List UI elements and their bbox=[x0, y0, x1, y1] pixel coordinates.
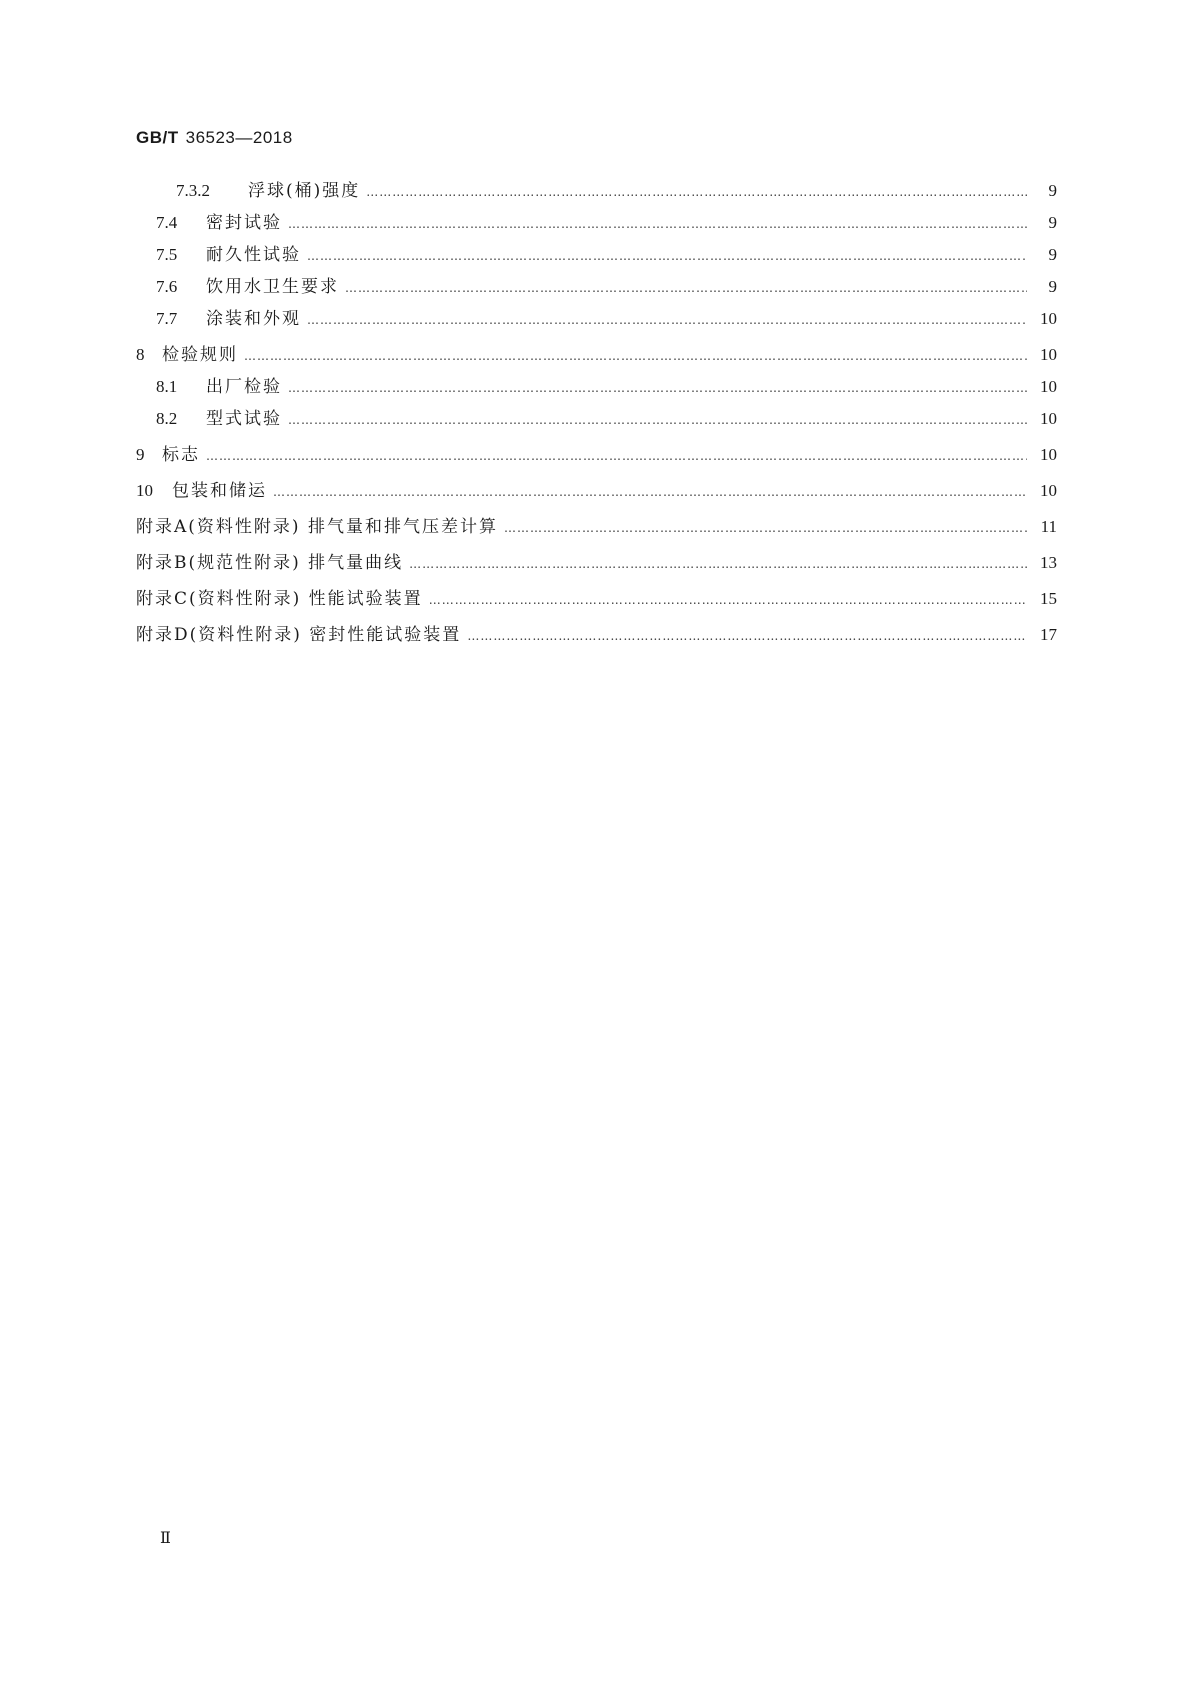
dot-leader bbox=[288, 217, 1027, 231]
toc-entry-title: 附录B(规范性附录) 排气量曲线 bbox=[136, 553, 404, 573]
toc-entry-appendix[interactable] bbox=[136, 620, 1057, 652]
dot-leader bbox=[307, 249, 1027, 263]
toc-entry-title: 出厂检验 bbox=[206, 377, 282, 397]
toc-entry-number: 7.7 bbox=[156, 309, 178, 328]
toc-entry-title: 附录A(资料性附录) 排气量和排气压差计算 bbox=[136, 517, 498, 537]
toc-entry-title: 涂装和外观 bbox=[206, 309, 301, 329]
toc-entry-appendix[interactable] bbox=[136, 512, 1057, 544]
toc-entry[interactable] bbox=[136, 440, 1057, 472]
toc-entry[interactable] bbox=[136, 208, 1057, 240]
toc-entry-title: 型式试验 bbox=[206, 409, 282, 429]
toc-entry-number: 10 bbox=[136, 481, 153, 500]
dot-leader bbox=[244, 349, 1027, 363]
toc-entry-page: 10 bbox=[1040, 309, 1057, 328]
toc-entry-title: 检验规则 bbox=[162, 345, 238, 365]
toc-entry-number: 7.4 bbox=[156, 213, 178, 232]
toc-entry-title: 浮球(桶)强度 bbox=[248, 181, 361, 201]
toc-entry-page: 17 bbox=[1040, 625, 1057, 644]
toc-entry-page: 10 bbox=[1040, 345, 1057, 364]
toc-entry[interactable] bbox=[136, 340, 1057, 372]
dot-leader bbox=[288, 381, 1027, 395]
toc-entry-page: 9 bbox=[1048, 245, 1057, 264]
toc-entry-title: 耐久性试验 bbox=[206, 245, 301, 265]
toc-entry-page: 10 bbox=[1040, 377, 1057, 396]
toc-entry-number: 7.6 bbox=[156, 277, 178, 296]
toc-entry-number: 8.1 bbox=[156, 377, 178, 396]
toc-entry-appendix[interactable] bbox=[136, 548, 1057, 580]
toc-entry[interactable] bbox=[136, 240, 1057, 272]
toc-entry[interactable] bbox=[136, 304, 1057, 336]
toc-entry-page: 10 bbox=[1040, 409, 1057, 428]
standard-prefix: GB/T bbox=[136, 128, 179, 147]
toc-entry-page: 13 bbox=[1040, 553, 1057, 572]
dot-leader bbox=[307, 313, 1027, 327]
toc-entry-page: 10 bbox=[1040, 481, 1057, 500]
toc-entry-title: 密封试验 bbox=[206, 213, 282, 233]
dot-leader bbox=[467, 629, 1027, 643]
standard-header bbox=[136, 128, 293, 148]
toc-entry-title: 标志 bbox=[162, 445, 200, 465]
toc-entry[interactable] bbox=[136, 176, 1057, 208]
toc-entry-page: 9 bbox=[1048, 213, 1057, 232]
toc-entry-number: 9 bbox=[136, 445, 145, 464]
dot-leader bbox=[273, 485, 1027, 499]
toc-entry-page: 11 bbox=[1040, 517, 1057, 536]
dot-leader bbox=[429, 593, 1027, 607]
toc-entry[interactable] bbox=[136, 372, 1057, 404]
toc-entry-number: 8 bbox=[136, 345, 145, 364]
dot-leader bbox=[366, 185, 1027, 199]
toc-entry-title: 附录C(资料性附录) 性能试验装置 bbox=[136, 589, 423, 609]
dot-leader bbox=[288, 413, 1027, 427]
toc-entry-title: 饮用水卫生要求 bbox=[206, 277, 339, 297]
toc-entry-title: 包装和储运 bbox=[172, 481, 267, 501]
toc-entry-number: 7.5 bbox=[156, 245, 178, 264]
toc-entry-title: 附录D(资料性附录) 密封性能试验装置 bbox=[136, 625, 462, 645]
dot-leader bbox=[345, 281, 1027, 295]
standard-number: 36523—2018 bbox=[185, 128, 293, 147]
toc-entry-page: 15 bbox=[1040, 589, 1057, 608]
dot-leader bbox=[409, 557, 1027, 571]
page-number: Ⅱ bbox=[160, 1530, 171, 1547]
toc-entry-page: 10 bbox=[1040, 445, 1057, 464]
toc-entry-number: 7.3.2 bbox=[176, 181, 210, 200]
toc-entry[interactable] bbox=[136, 272, 1057, 304]
dot-leader bbox=[206, 449, 1027, 463]
toc-entry-page: 9 bbox=[1048, 181, 1057, 200]
dot-leader bbox=[504, 521, 1027, 535]
table-of-contents bbox=[136, 176, 1057, 652]
toc-entry-page: 9 bbox=[1048, 277, 1057, 296]
toc-entry-number: 8.2 bbox=[156, 409, 178, 428]
toc-entry[interactable] bbox=[136, 404, 1057, 436]
toc-entry-appendix[interactable] bbox=[136, 584, 1057, 616]
toc-entry[interactable] bbox=[136, 476, 1057, 508]
